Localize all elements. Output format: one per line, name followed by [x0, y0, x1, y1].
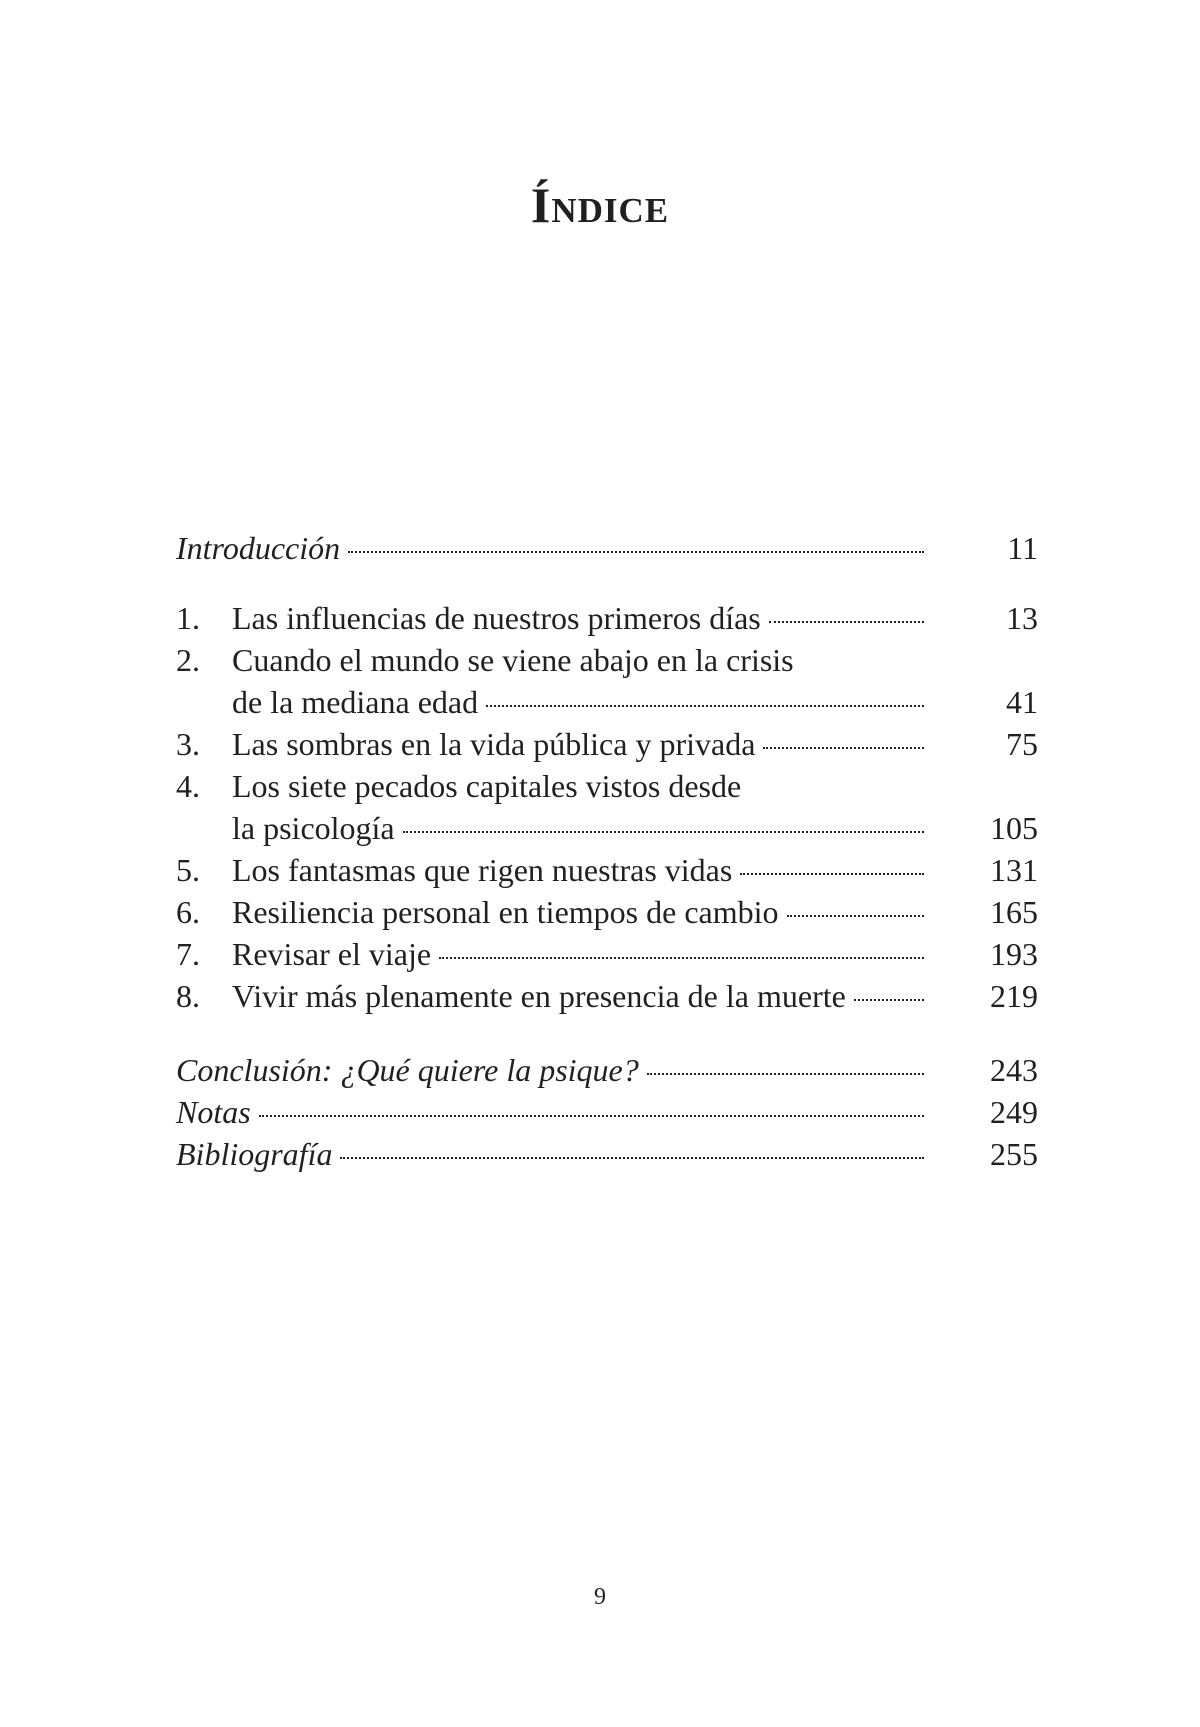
- chapter-number: 8.: [176, 978, 200, 1014]
- page-title: Índice: [530, 177, 670, 233]
- toc-entry-label: Los siete pecados capitales vistos desde: [232, 768, 742, 804]
- toc-entry-page: 13: [1006, 600, 1038, 636]
- toc-entry-page: 75: [1006, 726, 1038, 762]
- toc-entry-notes[interactable]: [176, 1090, 1038, 1134]
- toc-entry-page: 243: [990, 1052, 1038, 1088]
- chapter-number: 6.: [176, 894, 200, 930]
- toc-entry-chapter-4-cont[interactable]: [176, 806, 1038, 850]
- toc-entry-page: 249: [990, 1094, 1038, 1130]
- chapter-number: 3.: [176, 726, 200, 762]
- toc-entry-label: Las sombras en la vida pública y privada: [232, 726, 756, 762]
- toc-entry-chapter-2-cont[interactable]: [176, 680, 1038, 724]
- toc-entry-page: 165: [990, 894, 1038, 930]
- toc-entry-label: Vivir más plenamente en presencia de la muerte: [232, 978, 846, 1014]
- dot-leader: [439, 957, 924, 959]
- toc-entry-chapter-1[interactable]: [176, 596, 1038, 640]
- toc-entry-chapter-2[interactable]: [176, 638, 1038, 682]
- toc-entry-label: Resiliencia personal en tiempos de cambio: [232, 894, 779, 930]
- toc-entry-label: Notas: [176, 1094, 251, 1130]
- toc-entry-page: 131: [990, 852, 1038, 888]
- chapter-number: 7.: [176, 936, 200, 972]
- toc-entry-bibliography[interactable]: [176, 1132, 1038, 1176]
- toc-entry-intro[interactable]: [176, 526, 1038, 570]
- dot-leader: [854, 999, 924, 1001]
- toc-entry-chapter-4[interactable]: [176, 764, 1038, 808]
- toc-entry-page: 255: [990, 1136, 1038, 1172]
- toc-entry-label: Cuando el mundo se viene abajo en la crisis: [232, 642, 794, 678]
- dot-leader: [769, 621, 924, 623]
- dot-leader: [486, 705, 924, 707]
- chapter-number: 4.: [176, 768, 200, 804]
- toc-entry-label: la psicología: [232, 810, 395, 846]
- toc-entry-label: Bibliografía: [176, 1136, 333, 1172]
- toc-entry-page: 41: [1006, 684, 1038, 720]
- toc-entry-label: de la mediana edad: [232, 684, 479, 720]
- toc-entry-chapter-6[interactable]: [176, 890, 1038, 934]
- toc-entry-conclusion[interactable]: [176, 1048, 1038, 1092]
- chapter-number: 1.: [176, 600, 200, 636]
- toc-entry-chapter-3[interactable]: [176, 722, 1038, 766]
- toc-entry-label: Las influencias de nuestros primeros días: [232, 600, 761, 636]
- toc-entry-page: 105: [990, 810, 1038, 846]
- dot-leader: [403, 831, 924, 833]
- dot-leader: [763, 747, 924, 749]
- dot-leader: [787, 915, 925, 917]
- page-number: 9: [594, 1584, 606, 1610]
- toc-entry-chapter-5[interactable]: [176, 848, 1038, 892]
- toc-entry-page: 193: [990, 936, 1038, 972]
- toc-entry-page: 11: [1007, 530, 1038, 566]
- dot-leader: [340, 1157, 924, 1159]
- toc-entry-label: Conclusión: ¿Qué quiere la psique?: [176, 1052, 639, 1088]
- chapter-number: 2.: [176, 642, 200, 678]
- toc-entry-chapter-7[interactable]: [176, 932, 1038, 976]
- toc-entry-label: Los fantasmas que rigen nuestras vidas: [232, 852, 733, 888]
- toc-entry-label: Introducción: [176, 530, 341, 566]
- chapter-number: 5.: [176, 852, 200, 888]
- toc-entry-page: 219: [990, 978, 1038, 1014]
- dot-leader: [740, 873, 924, 875]
- toc-entry-chapter-8[interactable]: [176, 974, 1038, 1018]
- toc-entry-label: Revisar el viaje: [232, 936, 432, 972]
- dot-leader: [647, 1073, 924, 1075]
- dot-leader: [348, 551, 924, 553]
- dot-leader: [259, 1115, 924, 1117]
